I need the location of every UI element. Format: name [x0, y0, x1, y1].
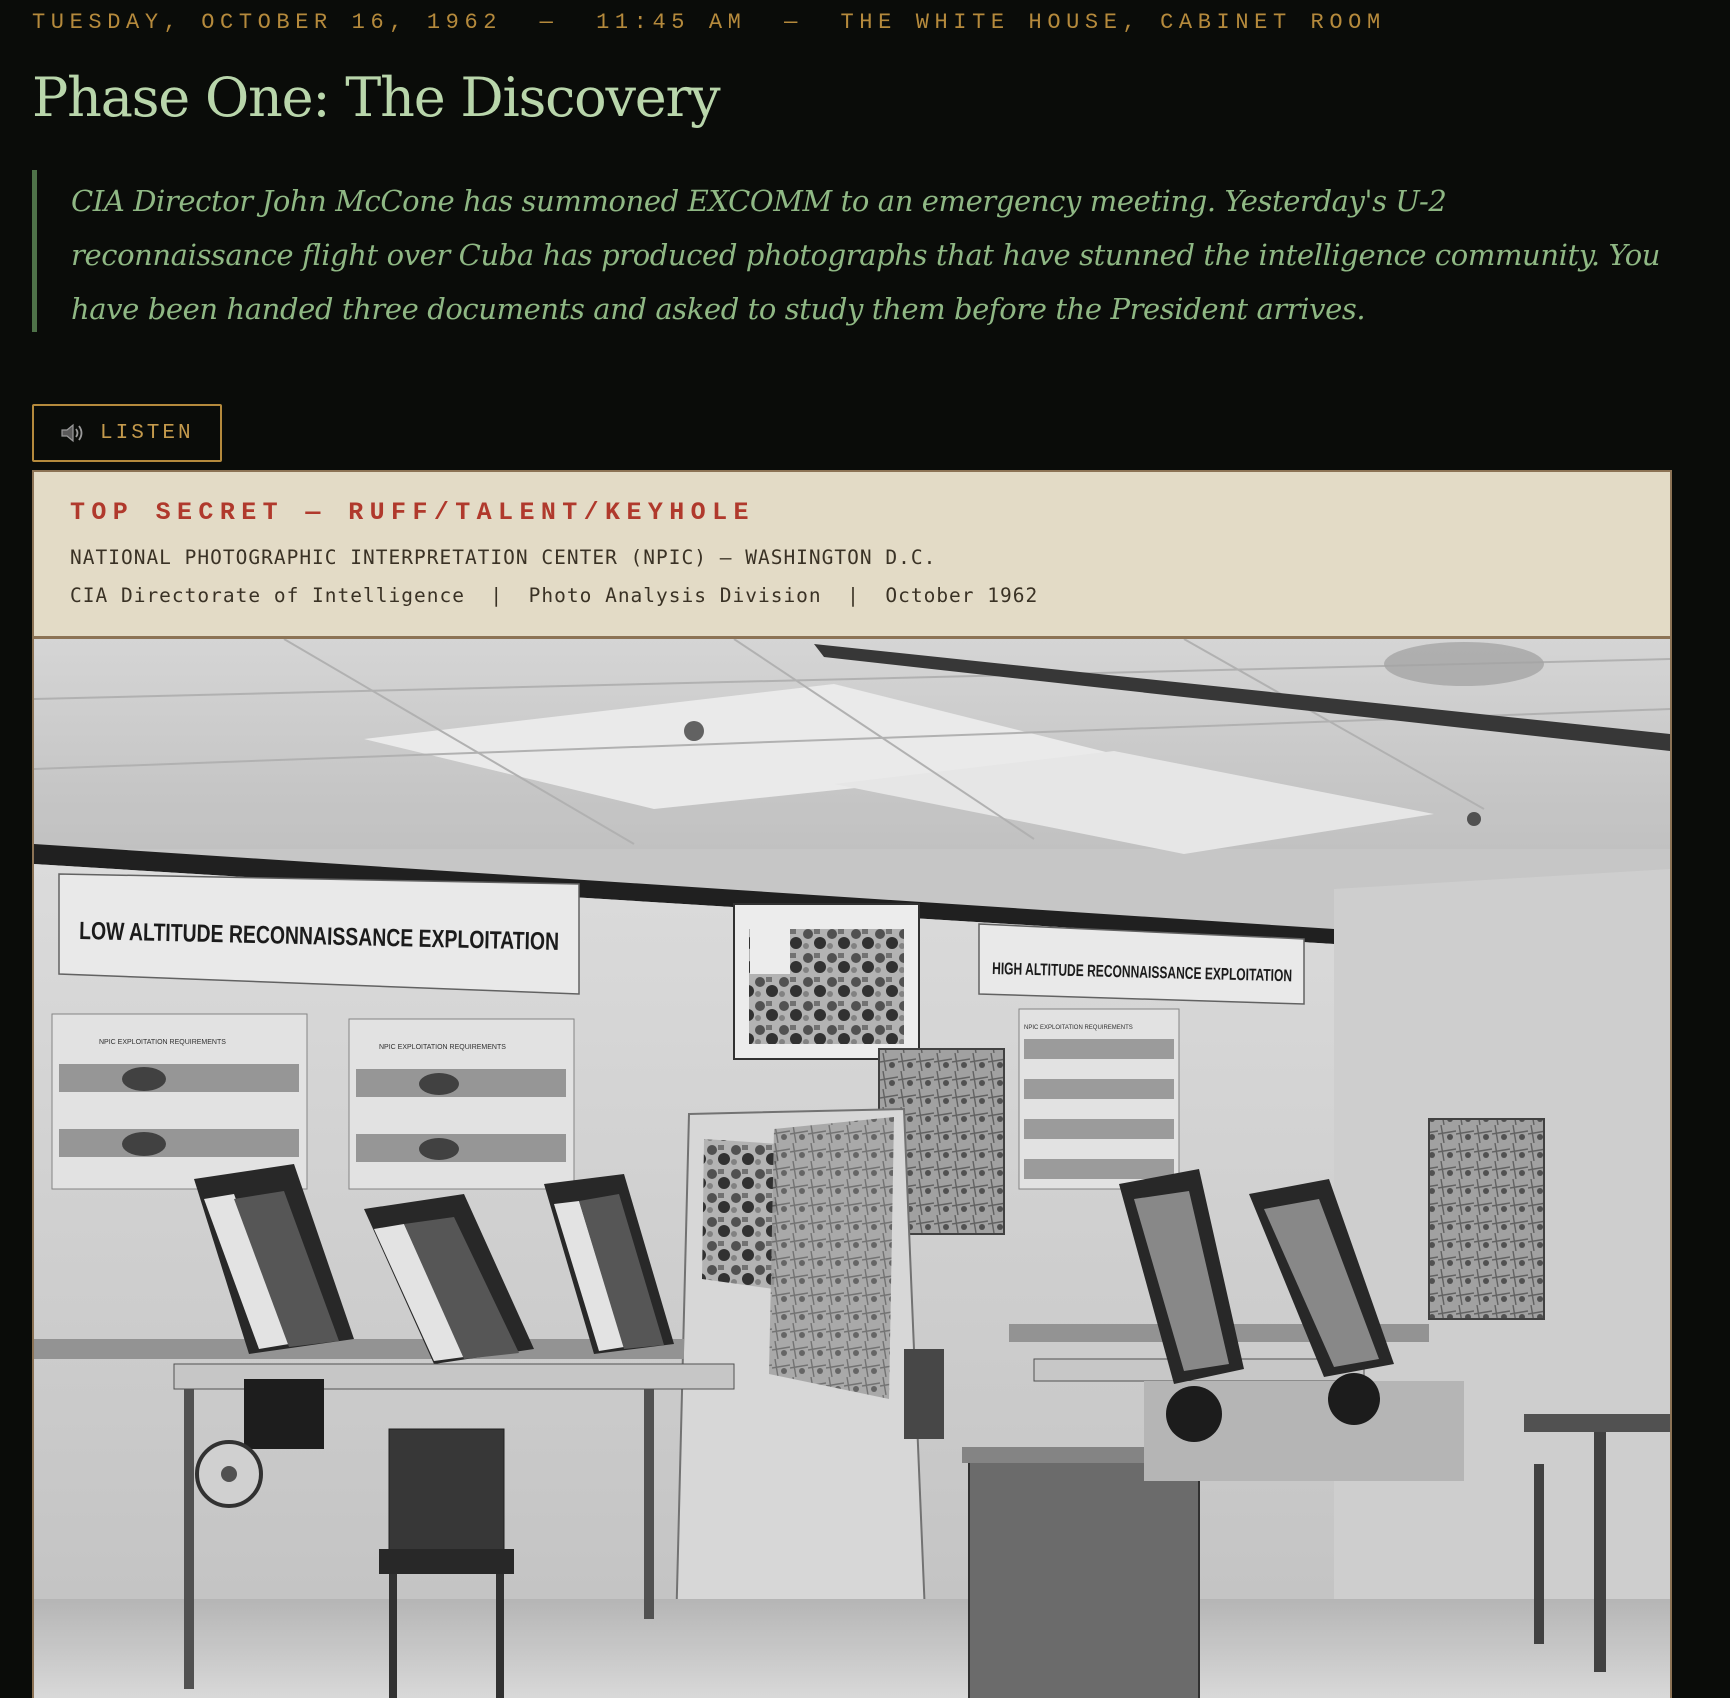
- listen-button[interactable]: [32, 404, 222, 462]
- division-line: CIA Directorate of Intelligence | Photo Analysis Division | October 1962: [70, 584, 1039, 607]
- document-header: [34, 472, 1670, 639]
- phase-title: Phase One: The Discovery: [32, 66, 720, 129]
- listen-label: LISTEN: [100, 421, 194, 445]
- briefing-text: CIA Director John McCone has summoned EXCOMM to an emergency meeting. Yesterday's U-2 reconnaissance flight over Cuba has produced photographs that have stunned the intelligence community. You have been handed three documents and asked to study them before the President arrives.: [71, 184, 1661, 326]
- scene-dateline: TUESDAY, OCTOBER 16, 1962 — 11:45 AM — THE WHITE HOUSE, CABINET ROOM: [32, 10, 1386, 35]
- agency-line: NATIONAL PHOTOGRAPHIC INTERPRETATION CENTER (NPIC) — WASHINGTON D.C.: [70, 546, 937, 569]
- briefing-quote: [32, 170, 1672, 332]
- classification-banner: TOP SECRET — RUFF/TALENT/KEYHOLE: [70, 498, 755, 527]
- npic-photo: [34, 639, 1670, 1698]
- intelligence-document: [32, 470, 1672, 1698]
- speaker-icon: [60, 422, 86, 444]
- chart-left-caption: NPIC EXPLOITATION REQUIREMENTS: [99, 1039, 226, 1046]
- chart-right-caption: NPIC EXPLOITATION REQUIREMENTS: [1024, 1025, 1133, 1031]
- chart-mid-caption: NPIC EXPLOITATION REQUIREMENTS: [379, 1044, 506, 1051]
- sign-low-altitude: LOW ALTITUDE RECONNAISSANCE EXPLOITATION: [78, 917, 698, 960]
- sign-high-altitude: HIGH ALTITUDE RECONNAISSANCE EXPLOITATION: [991, 959, 1416, 989]
